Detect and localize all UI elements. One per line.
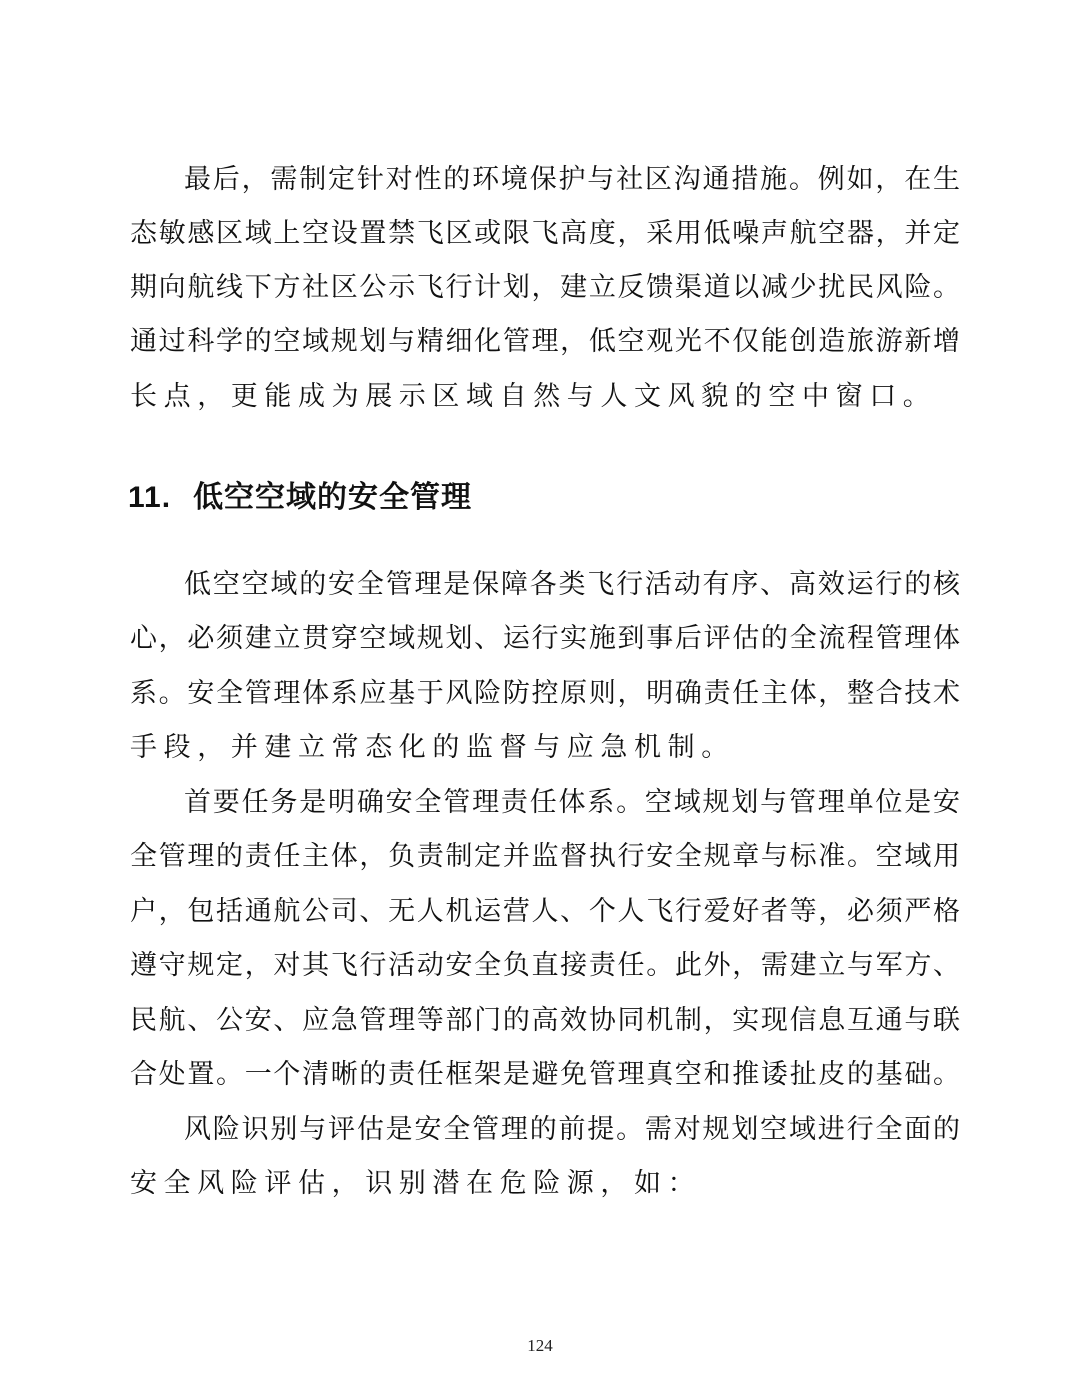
page-number: 124 — [527, 1336, 553, 1355]
paragraph-line: 手段，并建立常态化的监督与应急机制。 — [130, 732, 735, 763]
paragraph-line: 态敏感区域上空设置禁飞区或限飞高度，采用低噪声航空器，并定 — [130, 218, 960, 249]
paragraph-line: 风险识别与评估是安全管理的前提。需对规划空域进行全面的 — [184, 1114, 960, 1145]
paragraph-line: 通过科学的空域规划与精细化管理，低空观光不仅能创造旅游新增 — [130, 326, 960, 357]
paragraph-line: 安全风险评估，识别潜在危险源，如： — [130, 1168, 702, 1199]
paragraph-line: 全管理的责任主体，负责制定并监督执行安全规章与标准。空域用 — [130, 841, 960, 872]
paragraph-line: 合处置。一个清晰的责任框架是避免管理真空和推诿扯皮的基础。 — [130, 1059, 960, 1090]
section-heading — [128, 478, 472, 518]
section-title: 低空空域的安全管理 — [193, 480, 473, 515]
paragraph-line: 遵守规定，对其飞行活动安全负直接责任。此外，需建立与军方、 — [130, 950, 960, 981]
section-number: 11. — [128, 481, 172, 514]
paragraph-line: 户，包括通航公司、无人机运营人、个人飞行爱好者等，必须严格 — [130, 896, 960, 927]
paragraph-line: 期向航线下方社区公示飞行计划，建立反馈渠道以减少扰民风险。 — [130, 272, 960, 303]
paragraph-line: 系。安全管理体系应基于风险防控原则，明确责任主体，整合技术 — [130, 678, 960, 709]
paragraph-line: 首要任务是明确安全管理责任体系。空域规划与管理单位是安 — [184, 787, 960, 818]
paragraph-line: 民航、公安、应急管理等部门的高效协同机制，实现信息互通与联 — [130, 1005, 960, 1036]
paragraph-line: 最后，需制定针对性的环境保护与社区沟通措施。例如，在生 — [184, 164, 960, 195]
paragraph-line: 心，必须建立贯穿空域规划、运行实施到事后评估的全流程管理体 — [130, 623, 960, 654]
paragraph-line: 低空空域的安全管理是保障各类飞行活动有序、高效运行的核 — [184, 569, 960, 600]
paragraph-line: 长点，更能成为展示区域自然与人文风貌的空中窗口。 — [130, 381, 937, 412]
